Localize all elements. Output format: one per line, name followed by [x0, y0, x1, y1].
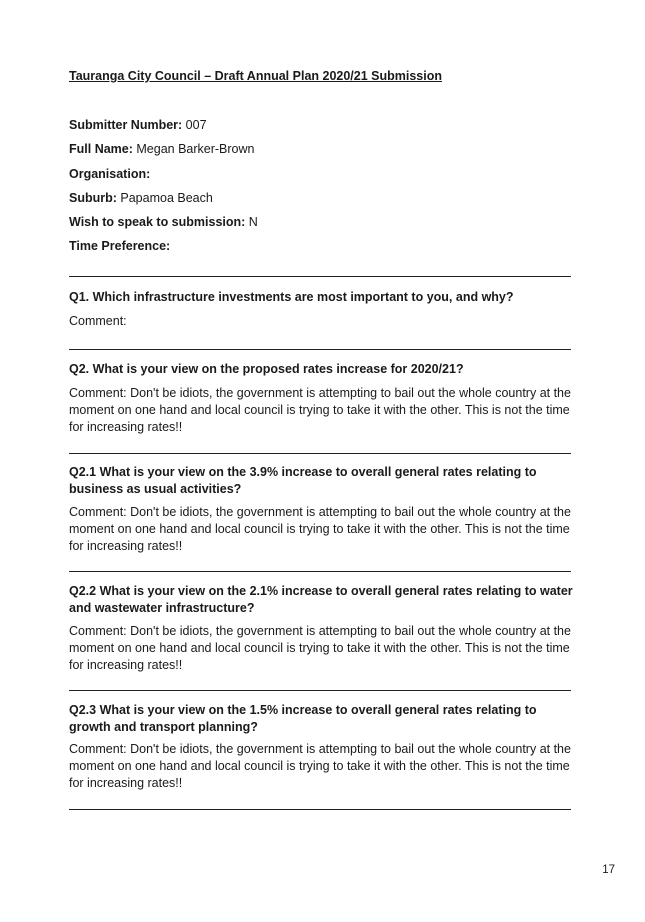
question-q2-1: Q2.1 What is your view on the 3.9% increase to overall general rates relating to business as usual activities? — [69, 465, 537, 496]
comment-q2: Comment: Don't be idiots, the government is attempting to bail out the whole country at the moment on one hand and local council is trying to take it with the other. This is not the time for increasing rates!! — [69, 386, 571, 434]
full-name-row — [69, 141, 569, 165]
suburb-label: Suburb: — [69, 190, 117, 205]
comment-q2-3: Comment: Don't be idiots, the government is attempting to bail out the whole country at the moment on one hand and local council is trying to take it with the other. This is not the time for increasing rates!! — [69, 742, 571, 790]
speak-row — [69, 214, 569, 238]
section-divider — [69, 276, 571, 277]
question-q2-2: Q2.2 What is your view on the 2.1% increase to overall general rates relating to water and wastewater infrastructure? — [69, 584, 573, 615]
full-name-label: Full Name: — [69, 142, 133, 157]
section-divider — [69, 349, 571, 350]
question-q1: Q1. Which infrastructure investments are most important to you, and why? — [69, 290, 514, 304]
submitter-number-row — [69, 117, 569, 141]
full-name-value: Megan Barker-Brown — [132, 142, 255, 157]
suburb-row — [69, 190, 569, 214]
document-title: Tauranga City Council – Draft Annual Plan 2020/21 Submission — [69, 69, 443, 83]
submitter-number-label: Submitter Number: — [69, 118, 183, 132]
time-preference-label: Time Preference: — [69, 239, 171, 254]
submitter-details — [69, 117, 569, 263]
submitter-number-value: 007 — [182, 118, 207, 132]
section-divider — [69, 690, 571, 691]
section-divider — [69, 571, 571, 572]
question-q2-3: Q2.3 What is your view on the 1.5% increase to overall general rates relating to growth and transport planning? — [69, 703, 537, 734]
time-preference-row — [69, 238, 569, 262]
speak-label: Wish to speak to submission: — [69, 215, 246, 230]
comment-q2-1: Comment: Don't be idiots, the government is attempting to bail out the whole country at the moment on one hand and local council is trying to take it with the other. This is not the time for increasing rates!! — [69, 505, 571, 553]
speak-value: N — [245, 215, 258, 230]
question-q2: Q2. What is your view on the proposed rates increase for 2020/21? — [69, 362, 464, 376]
comment-q1: Comment: — [69, 314, 127, 328]
page-number: 17 — [602, 864, 615, 876]
suburb-value: Papamoa Beach — [116, 190, 213, 205]
organisation-label: Organisation: — [69, 166, 151, 181]
section-divider — [69, 809, 571, 810]
comment-q2-2: Comment: Don't be idiots, the government is attempting to bail out the whole country at the moment on one hand and local council is trying to take it with the other. This is not the time for increasing rates!! — [69, 624, 571, 672]
section-divider — [69, 453, 571, 454]
organisation-row — [69, 166, 569, 190]
